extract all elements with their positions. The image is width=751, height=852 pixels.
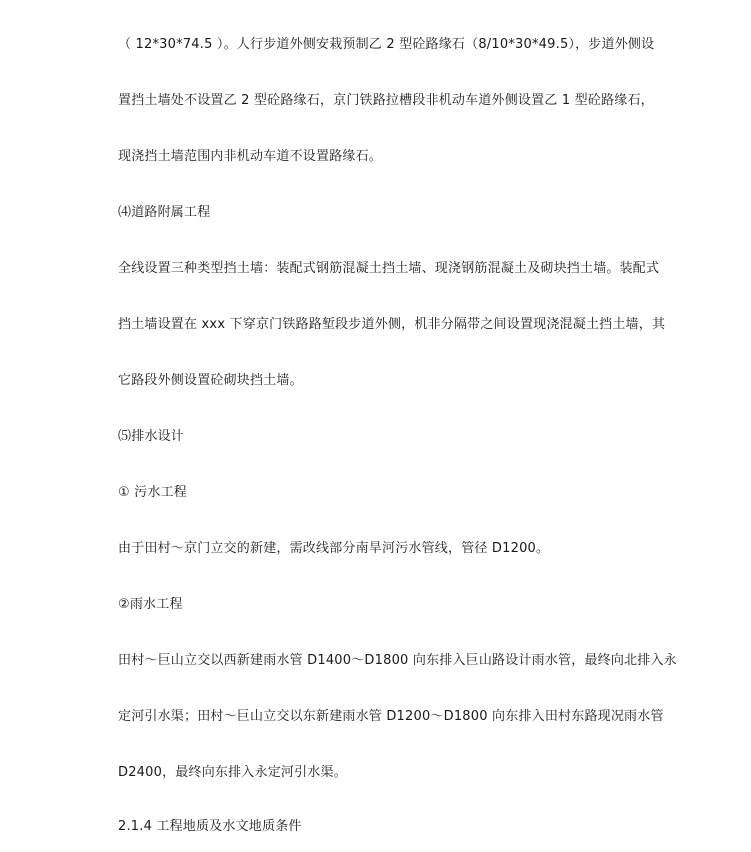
paragraph-line-1: （ 12*30*74.5 ）。人行步道外侧安栽预制乙 2 型砼路缘石（8/10*30*49.5），步道外侧设 xyxy=(118,37,655,52)
subheading-sewage: ① 污水工程 xyxy=(118,485,187,500)
section-heading-road-auxiliary: ⑷道路附属工程 xyxy=(118,205,211,220)
paragraph-line-7: 由于田村～京门立交的新建，需改线部分南旱河污水管线，管径 D1200。 xyxy=(118,541,550,556)
paragraph-line-2: 置挡土墙处不设置乙 2 型砼路缘石，京门铁路拉槽段非机动车道外侧设置乙 1 型砼路缘石， xyxy=(118,93,654,108)
paragraph-line-3: 现浇挡土墙范围内非机动车道不设置路缘石。 xyxy=(118,149,383,164)
paragraph-line-4: 全线设置三种类型挡土墙：装配式钢筋混凝土挡土墙、现浇钢筋混凝土及砌块挡土墙。装配式 xyxy=(118,261,660,276)
paragraph-line-6: 它路段外侧设置砼砌块挡土墙。 xyxy=(118,373,303,388)
subheading-rainwater: ②雨水工程 xyxy=(118,597,183,612)
paragraph-line-9: 定河引水渠；田村～巨山立交以东新建雨水管 D1200～D1800 向东排入田村东路现况雨水管 xyxy=(118,709,664,724)
section-heading-geology: 2.1.4 工程地质及水文地质条件 xyxy=(118,819,302,834)
paragraph-line-10: D2400，最终向东排入永定河引水渠。 xyxy=(118,765,347,780)
paragraph-line-5: 挡土墙设置在 xxx 下穿京门铁路路堑段步道外侧，机非分隔带之间设置现浇混凝土挡土墙，其 xyxy=(118,317,666,332)
paragraph-line-8: 田村～巨山立交以西新建雨水管 D1400～D1800 向东排入巨山路设计雨水管，最终向北排入永 xyxy=(118,653,677,668)
section-heading-drainage: ⑸排水设计 xyxy=(118,429,185,444)
